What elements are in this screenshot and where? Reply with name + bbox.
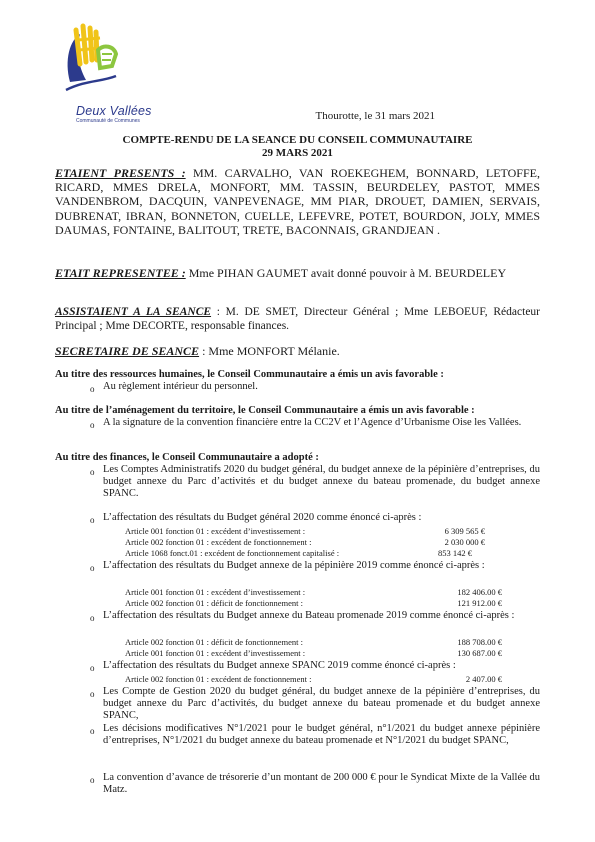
deux-vallees-logo — [56, 20, 156, 126]
finance-item-general-budget: L’affectation des résultats du Budget général 2020 comme énoncé ci-après : — [103, 512, 422, 523]
document-title: COMPTE-RENDU DE LA SEANCE DU CONSEIL COMMUNAUTAIRE — [122, 134, 473, 146]
secretary-paragraph — [55, 344, 540, 358]
represented-text: Mme PIHAN GAUMET avait donné pouvoir à M. BEURDELEY — [185, 266, 507, 280]
bullet-icon: o — [90, 775, 95, 785]
finance-item-nursery-budget: L’affectation des résultats du Budget annexe de la pépinière 2019 comme énoncé ci-après : — [103, 560, 485, 571]
finance-item-spanc-budget: L’affectation des résultats du Budget annexe SPANC 2019 comme énoncé ci-après : — [103, 660, 456, 671]
article-line: Article 002 fonction 01 : excédent de fonctionnement : — [125, 674, 312, 684]
finances-heading: Au titre des finances, le Conseil Communautaire a adopté : — [55, 452, 319, 463]
logo-subtitle: Communauté de Communes — [76, 118, 140, 124]
represented-paragraph — [55, 266, 540, 280]
article-amount: 2 030 000 € — [444, 537, 485, 547]
territory-heading: Au titre de l’aménagement du territoire, le Conseil Communautaire a émis un avis favorable : — [55, 405, 475, 416]
bullet-icon: o — [90, 663, 95, 673]
article-line: Article 001 fonction 01 : excédent d’investissement : — [125, 648, 306, 658]
article-amount: 2 407.00 € — [465, 674, 502, 684]
bullet-icon: o — [90, 689, 95, 699]
attendees-label: ETAIENT PRESENTS : — [55, 166, 186, 180]
bullet-icon: o — [90, 563, 95, 573]
article-amount: 188 708.00 € — [457, 637, 502, 647]
bullet-icon: o — [90, 467, 95, 477]
hr-item: Au règlement intérieur du personnel. — [103, 381, 258, 392]
assisting-paragraph — [55, 305, 540, 333]
document-subtitle: 29 MARS 2021 — [262, 147, 333, 159]
bullet-icon: o — [90, 384, 95, 394]
hr-heading: Au titre des ressources humaines, le Conseil Communautaire a émis un avis favorable : — [55, 369, 444, 380]
article-amount: 6 309 565 € — [444, 526, 485, 536]
logo-graphic-icon — [56, 20, 156, 106]
secretary-text: : Mme MONFORT Mélanie. — [199, 344, 340, 358]
article-line: Article 1068 fonct.01 : excédent de fonctionnement capitalisé : — [125, 548, 340, 558]
bullet-icon: o — [90, 515, 95, 525]
article-amount: 853 142 € — [438, 548, 472, 558]
attendees-paragraph — [55, 166, 540, 237]
article-line: Article 001 fonction 01 : excédent d’investissement : — [125, 587, 306, 597]
bullet-icon: o — [90, 726, 95, 736]
finance-item-accounts: Les Comptes Administratifs 2020 du budget général, du budget annexe de la pépinière d’entreprises, du budget annexe du Parc d’activités et du budget annexe du bateau promenade, du budget annexe SPANC. — [103, 464, 540, 499]
represented-label: ETAIT REPRESENTEE : — [55, 266, 186, 280]
attendees-text: MM. CARVALHO, VAN ROEKEGHEM, BONNARD, LETOFFE, RICARD, MMES DRELA, MONFORT, MM. TASSIN, BEURDELEY, PASTOT, MMES VANDENBROM, DACQUIN, VANPEVENAGE, MM PIAR, DROUET, DAMIEN, SERVAIS, DUBRENAT, IBRAN, BONNETON, CUELLE, LEFEVRE, POTET, BOURDON, JOLY, MMES DAUMAS, FONTAINE, BALITOUT, TRETE, BACONNAIS, GRANDJEAN . — [55, 166, 540, 237]
territory-item: A la signature de la convention financière entre la CC2V et l’Agence d’Urbanisme Oise les Vallées. — [103, 417, 522, 428]
document-date: Thourotte, le 31 mars 2021 — [315, 110, 435, 122]
finance-item-treasury-advance: La convention d’avance de trésorerie d’un montant de 200 000 € pour le Syndicat Mixte de la Vallée du Matz. — [103, 772, 540, 795]
bullet-icon: o — [90, 613, 95, 623]
assisting-text: : M. DE SMET, Directeur Général ; Mme LEBOEUF, Rédacteur Principal ; Mme DECORTE, responsable finances. — [55, 306, 541, 333]
bullet-icon: o — [90, 420, 95, 430]
article-amount: 182 406.00 € — [457, 587, 502, 597]
article-amount: 121 912.00 € — [457, 598, 502, 608]
article-amount: 130 687.00 € — [457, 648, 502, 658]
logo-name: Deux Vallées — [76, 104, 152, 118]
finance-item-management-accounts: Les Compte de Gestion 2020 du budget général, du budget annexe de la pépinière d’entreprises, du budget annexe du Parc d’activités, du budget annexe du bateau promenade et du budget annexe SPANC, — [103, 686, 540, 721]
article-line: Article 002 fonction 01 : déficit de fonctionnement : — [125, 637, 303, 647]
assisting-label: ASSISTAIENT A LA SEANCE — [55, 306, 212, 318]
finance-item-boat-budget: L’affectation des résultats du Budget annexe du Bateau promenade 2019 comme énoncé ci-après : — [103, 610, 515, 621]
finance-item-budget-changes: Les décisions modificatives N°1/2021 pour le budget général, n°1/2021 du budget annexe pépinière d’entreprises, N°1/2021 du budget annexe du bateau promenade et N°1/2021 du budget SPANC, — [103, 723, 540, 746]
article-line: Article 002 fonction 01 : déficit de fonctionnement : — [125, 598, 303, 608]
secretary-label: SECRETAIRE DE SEANCE — [55, 344, 200, 358]
article-line: Article 001 fonction 01 : excédent d’investissement : — [125, 526, 306, 536]
article-line: Article 002 fonction 01 : excédent de fonctionnement : — [125, 537, 312, 547]
